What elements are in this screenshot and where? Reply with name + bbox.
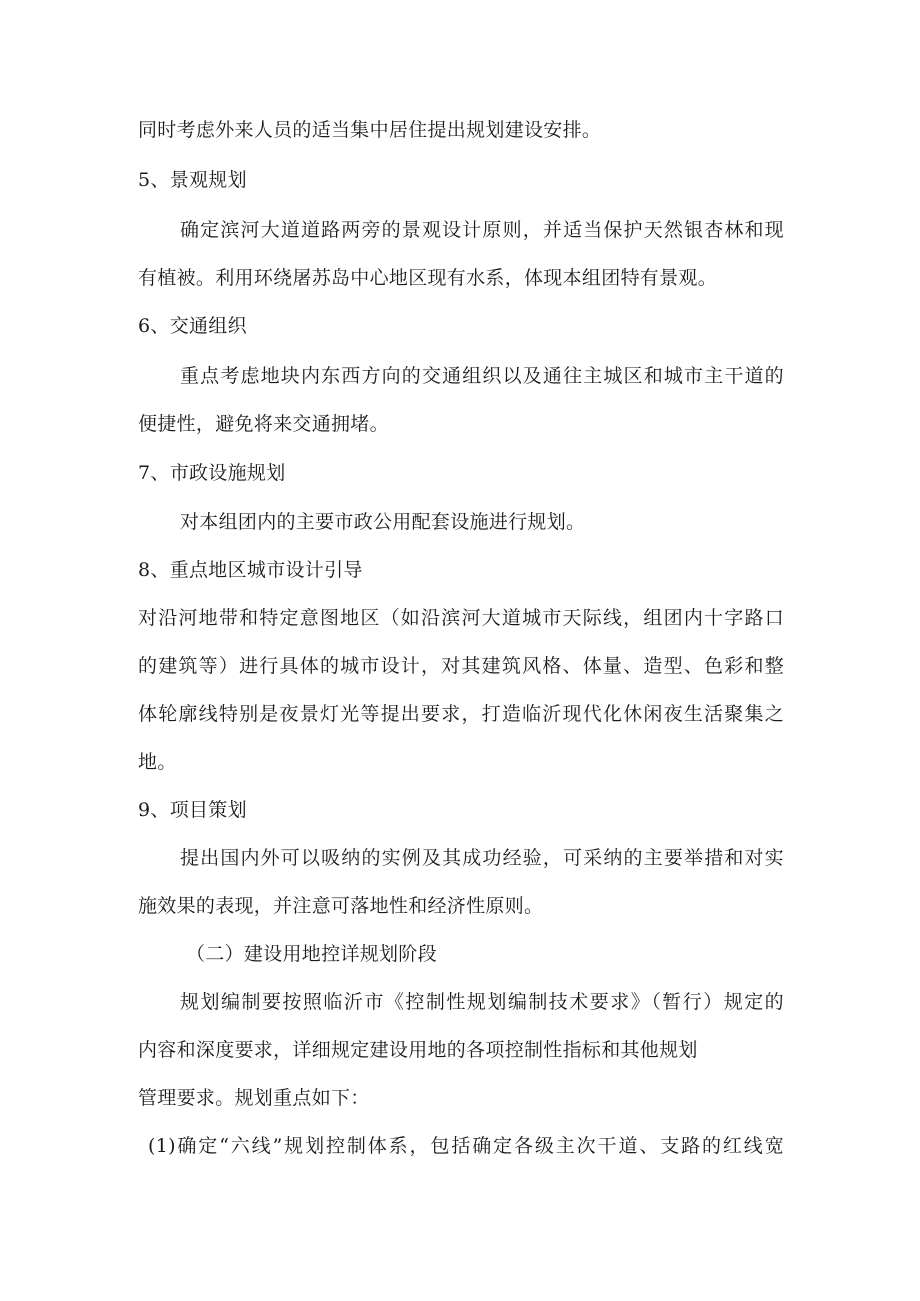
paragraph-line: 体轮廓线特别是夜景灯光等提出要求，打造临沂现代化休闲夜生活聚集之: [138, 703, 784, 725]
paragraph-line: 内容和深度要求，详细规定建设用地的各项控制性指标和其他规划: [138, 1039, 698, 1061]
paragraph-line: 的建筑等）进行具体的城市设计，对其建筑风格、体量、造型、色彩和整: [138, 655, 784, 677]
paragraph-line: 对沿河地带和特定意图地区（如沿滨河大道城市天际线，组团内十字路口: [138, 607, 784, 629]
paragraph-line: 对本组团内的主要市政公用配套设施进行规划。: [180, 511, 586, 533]
paragraph-line: 重点考虑地块内东西方向的交通组织以及通往主城区和城市主干道的: [180, 365, 784, 387]
section-heading: 8、重点地区城市设计引导: [138, 559, 363, 581]
paragraph-line: 提出国内外可以吸纳的实例及其成功经验，可采纳的主要举措和对实: [180, 847, 784, 869]
paragraph-line: 管理要求。规划重点如下：: [138, 1087, 370, 1109]
subsection-heading: （二）建设用地控详规划阶段: [186, 943, 437, 965]
section-heading: 6、交通组织: [138, 315, 247, 337]
paragraph-line: 地。: [138, 751, 177, 773]
list-item: (1)确定“六线”规划控制体系，包括确定各级主次干道、支路的红线宽: [148, 1135, 784, 1157]
section-heading: 5、景观规划: [138, 169, 247, 191]
section-heading: 9、项目策划: [138, 799, 247, 821]
paragraph-line: 规划编制要按照临沂市《控制性规划编制技术要求》（暂行）规定的: [180, 991, 784, 1013]
paragraph-line: 便捷性，避免将来交通拥堵。: [138, 413, 389, 435]
paragraph-line: 施效果的表现，并注意可落地性和经济性原则。: [138, 895, 544, 917]
section-heading: 7、市政设施规划: [138, 462, 286, 484]
paragraph-line: 确定滨河大道道路两旁的景观设计原则，并适当保护天然银杏林和现: [180, 219, 784, 241]
paragraph-line: 有植被。利用环绕屠苏岛中心地区现有水系，体现本组团特有景观。: [138, 267, 718, 289]
paragraph-line: 同时考虑外来人员的适当集中居住提出规划建设安排。: [138, 119, 602, 141]
